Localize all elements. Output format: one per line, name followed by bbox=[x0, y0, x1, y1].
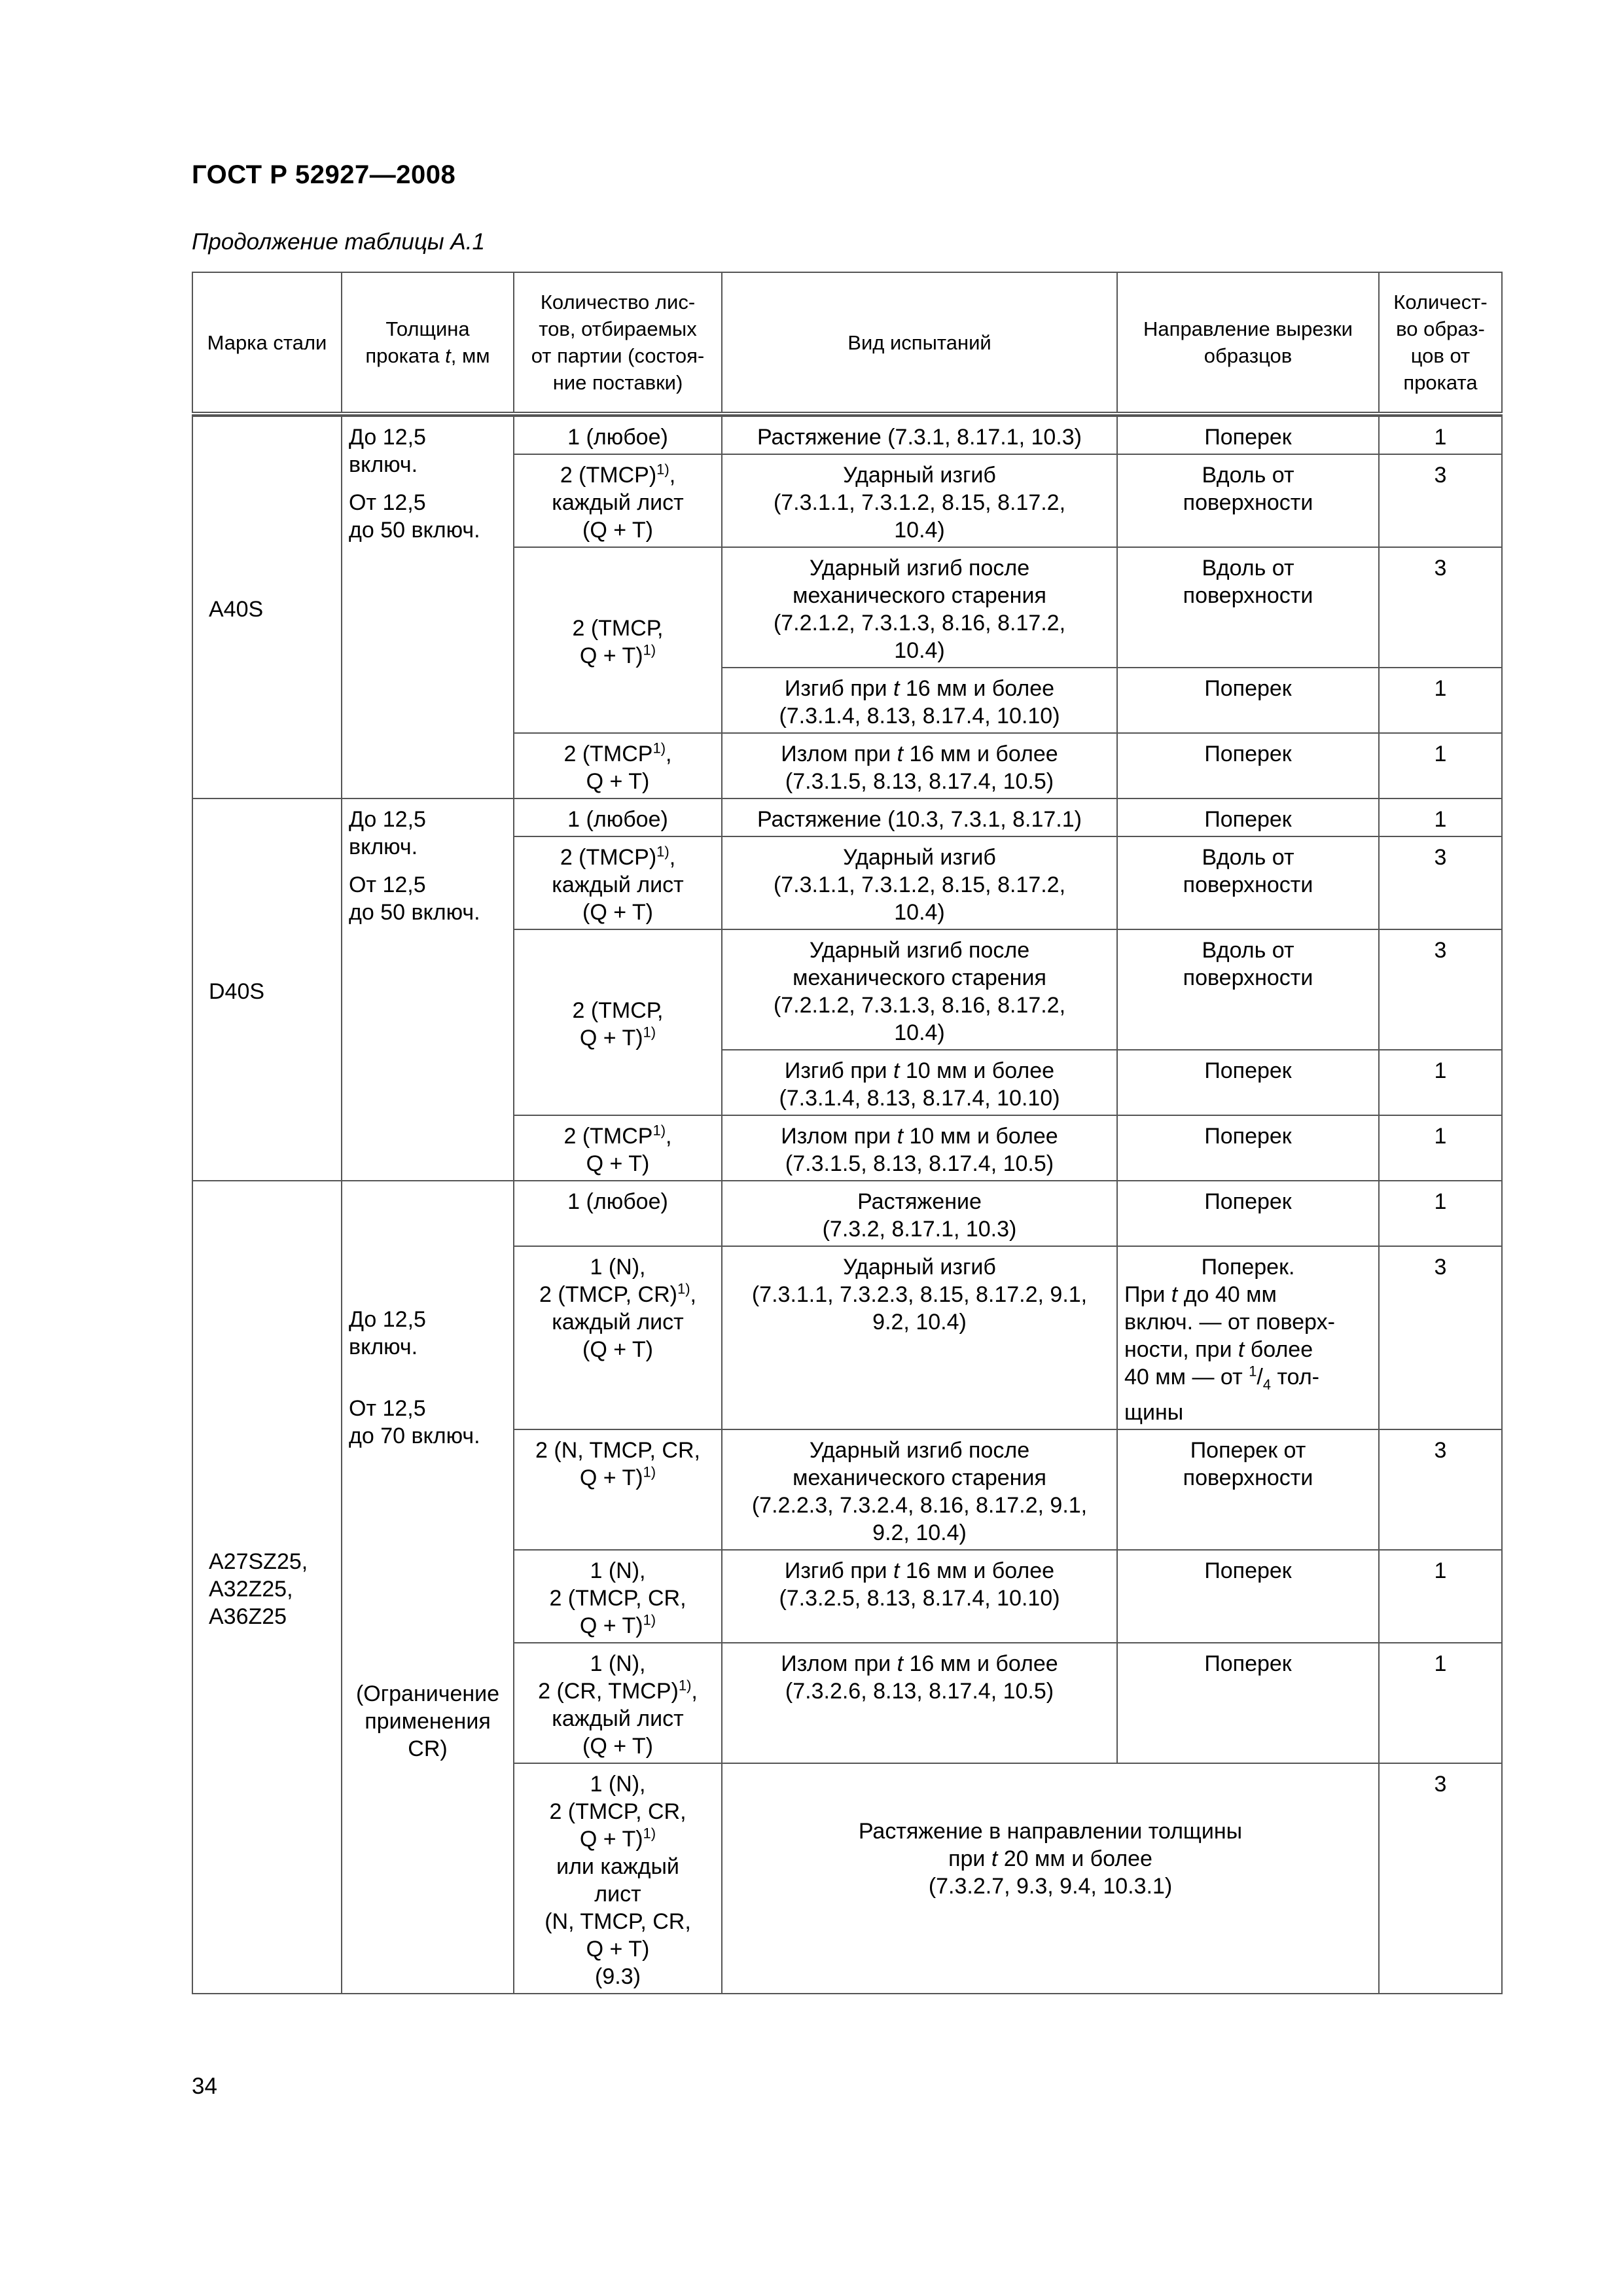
direction-cell: Вдоль от поверхности bbox=[1117, 547, 1379, 668]
test-cell: Растяжение (10.3, 7.3.1, 8.17.1) bbox=[722, 798, 1117, 836]
thickness-cell: До 12,5 включ. От 12,5 до 50 включ. bbox=[342, 798, 514, 1181]
count-cell: 2 (N, TMCP, CR, Q + T)$^{1)}$ bbox=[514, 1429, 722, 1550]
count-cell: 2 (ТМСР)$^{1)}$, каждый лист (Q + T) bbox=[514, 836, 722, 929]
count-cell: 2 (ТМСР, Q + T)$^{1)}$ bbox=[514, 929, 722, 1115]
col-header-test: Вид испытаний bbox=[722, 272, 1117, 414]
direction-cell: Вдоль от поверхности bbox=[1117, 836, 1379, 929]
samples-cell: 1 bbox=[1379, 733, 1502, 798]
test-cell: Растяжение (7.3.1, 8.17.1, 10.3) bbox=[722, 416, 1117, 454]
samples-cell: 3 bbox=[1379, 1429, 1502, 1550]
test-cell: Излом при t 16 мм и более (7.3.1.5, 8.13, 8.17.4, 10.5) bbox=[722, 733, 1117, 798]
table-caption: Продолжение таблицы А.1 bbox=[192, 229, 485, 255]
samples-cell: 1 bbox=[1379, 1115, 1502, 1181]
steel-grade-cell: D40S bbox=[192, 798, 342, 1181]
thickness-cell: До 12,5 включ. От 12,5 до 70 включ. (Ограничение применения CR) bbox=[342, 1181, 514, 1994]
test-cell-merged: Растяжение в направлении толщины при t 20 мм и более (7.3.2.7, 9.3, 9.4, 10.3.1) bbox=[722, 1763, 1379, 1994]
test-cell: Изгиб при t 10 мм и более (7.3.1.4, 8.13, 8.17.4, 10.10) bbox=[722, 1050, 1117, 1115]
count-cell: 2 (ТМСР)$^{1)}$, каждый лист (Q + T) bbox=[514, 454, 722, 547]
direction-cell: Вдоль от поверхности bbox=[1117, 929, 1379, 1050]
count-cell: 1 (любое) bbox=[514, 1181, 722, 1246]
table-row bbox=[192, 416, 1502, 454]
table-row bbox=[192, 1181, 1502, 1246]
document-header: ГОСТ Р 52927—2008 bbox=[192, 160, 456, 189]
direction-cell: Поперек bbox=[1117, 798, 1379, 836]
col-header-thickness: Толщина проката t, мм bbox=[342, 272, 514, 414]
direction-cell: Поперек bbox=[1117, 733, 1379, 798]
test-cell: Изгиб при t 16 мм и более (7.3.1.4, 8.13, 8.17.4, 10.10) bbox=[722, 668, 1117, 733]
col-header-count: Количество лис- тов, отбираемых от партии (состоя- ние поставки) bbox=[514, 272, 722, 414]
test-cell: Ударный изгиб после механического старения (7.2.2.3, 7.3.2.4, 8.16, 8.17.2, 9.1, 9.2, 10.4) bbox=[722, 1429, 1117, 1550]
test-cell: Растяжение (7.3.2, 8.17.1, 10.3) bbox=[722, 1181, 1117, 1246]
samples-cell: 1 bbox=[1379, 1050, 1502, 1115]
count-cell: 1 (N), 2 (TMCP, CR, Q + T)$^{1)}$ bbox=[514, 1550, 722, 1643]
test-cell: Ударный изгиб (7.3.1.1, 7.3.2.3, 8.15, 8.17.2, 9.1, 9.2, 10.4) bbox=[722, 1246, 1117, 1429]
test-cell: Ударный изгиб после механического старения (7.2.1.2, 7.3.1.3, 8.16, 8.17.2, 10.4) bbox=[722, 929, 1117, 1050]
col-header-direction: Направление вырезки образцов bbox=[1117, 272, 1379, 414]
test-cell: Изгиб при t 16 мм и более (7.3.2.5, 8.13, 8.17.4, 10.10) bbox=[722, 1550, 1117, 1643]
samples-cell: 3 bbox=[1379, 1246, 1502, 1429]
samples-cell: 1 bbox=[1379, 798, 1502, 836]
table-row bbox=[192, 798, 1502, 836]
count-cell: 2 (ТМСР$^{1)}$, Q + T) bbox=[514, 733, 722, 798]
samples-cell: 3 bbox=[1379, 929, 1502, 1050]
samples-cell: 1 bbox=[1379, 1550, 1502, 1643]
direction-cell: Поперек bbox=[1117, 1181, 1379, 1246]
count-cell: 1 (любое) bbox=[514, 798, 722, 836]
samples-cell: 3 bbox=[1379, 1763, 1502, 1994]
steel-grade-cell: A40S bbox=[192, 416, 342, 798]
test-cell: Излом при t 16 мм и более (7.3.2.6, 8.13, 8.17.4, 10.5) bbox=[722, 1643, 1117, 1763]
samples-cell: 1 bbox=[1379, 416, 1502, 454]
count-cell: 2 (ТМСР$^{1)}$, Q + T) bbox=[514, 1115, 722, 1181]
samples-cell: 1 bbox=[1379, 1181, 1502, 1246]
samples-cell: 1 bbox=[1379, 668, 1502, 733]
samples-cell: 1 bbox=[1379, 1643, 1502, 1763]
direction-cell: Поперек. При t до 40 мм включ. — от поверх- ности, при t более 40 мм — от $^1/_4$ тол- щины bbox=[1117, 1246, 1379, 1429]
direction-cell: Поперек bbox=[1117, 1550, 1379, 1643]
direction-cell: Поперек от поверхности bbox=[1117, 1429, 1379, 1550]
count-cell: 1 (N), 2 (CR, TMCP)$^{1)}$, каждый лист (Q + T) bbox=[514, 1643, 722, 1763]
page-number: 34 bbox=[192, 2073, 217, 2099]
direction-cell: Поперек bbox=[1117, 668, 1379, 733]
direction-cell: Поперек bbox=[1117, 1050, 1379, 1115]
thickness-cell: До 12,5 включ. От 12,5 до 50 включ. bbox=[342, 416, 514, 798]
table-header-row bbox=[192, 272, 1502, 414]
count-cell: 1 (N), 2 (TMCP, CR)$^{1)}$, каждый лист (Q + T) bbox=[514, 1246, 722, 1429]
count-cell: 1 (любое) bbox=[514, 416, 722, 454]
direction-cell: Поперек bbox=[1117, 1115, 1379, 1181]
direction-cell: Поперек bbox=[1117, 1643, 1379, 1763]
test-cell: Излом при t 10 мм и более (7.3.1.5, 8.13, 8.17.4, 10.5) bbox=[722, 1115, 1117, 1181]
steel-grade-cell: A27SZ25, A32Z25, A36Z25 bbox=[192, 1181, 342, 1994]
test-cell: Ударный изгиб после механического старения (7.2.1.2, 7.3.1.3, 8.16, 8.17.2, 10.4) bbox=[722, 547, 1117, 668]
col-header-samples: Количест- во образ- цов от проката bbox=[1379, 272, 1502, 414]
test-cell: Ударный изгиб (7.3.1.1, 7.3.1.2, 8.15, 8.17.2, 10.4) bbox=[722, 836, 1117, 929]
direction-cell: Вдоль от поверхности bbox=[1117, 454, 1379, 547]
requirements-table bbox=[192, 272, 1503, 1994]
count-cell: 1 (N), 2 (TMCP, CR, Q + T)$^{1)}$ или каждый лист (N, TMCP, CR, Q + T) (9.3) bbox=[514, 1763, 722, 1994]
col-header-steel: Марка стали bbox=[192, 272, 342, 414]
test-cell: Ударный изгиб (7.3.1.1, 7.3.1.2, 8.15, 8.17.2, 10.4) bbox=[722, 454, 1117, 547]
samples-cell: 3 bbox=[1379, 836, 1502, 929]
samples-cell: 3 bbox=[1379, 454, 1502, 547]
direction-cell: Поперек bbox=[1117, 416, 1379, 454]
count-cell: 2 (ТМСР, Q + T)$^{1)}$ bbox=[514, 547, 722, 733]
samples-cell: 3 bbox=[1379, 547, 1502, 668]
